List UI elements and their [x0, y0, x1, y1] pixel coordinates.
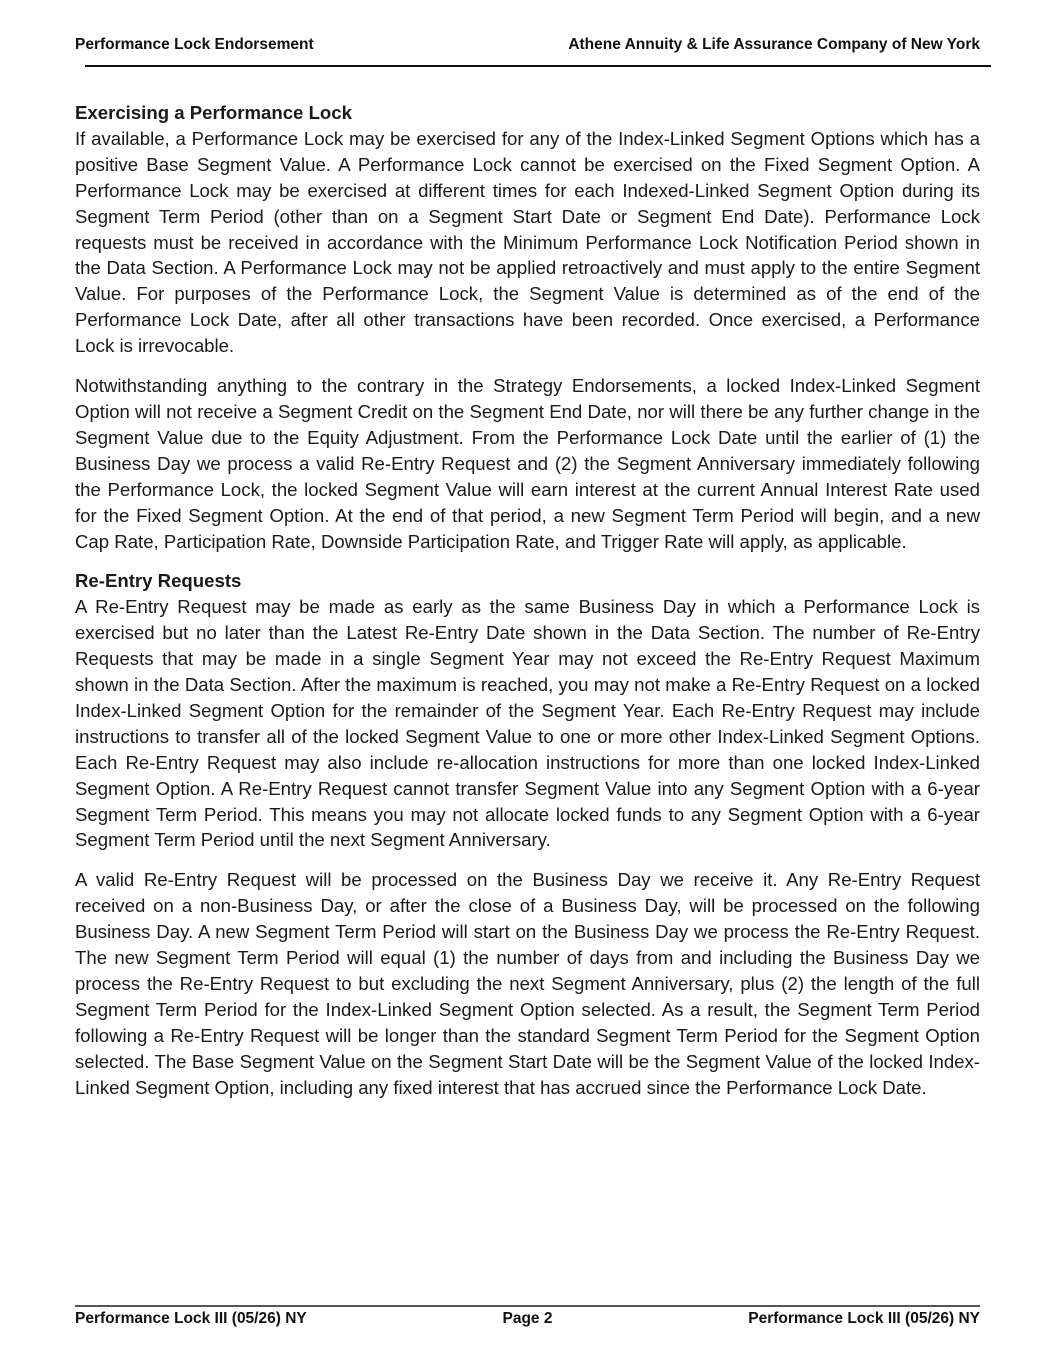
paragraph: A valid Re-Entry Request will be processed on the Business Day we receive it. Any Re-Entry Request received on a non-Business Day, or after the close of a Business Day, will be processed on the following Business Day. A new Segment Term Period will start on the Business Day we process the Re-Entry Request. The new Segment Term Period will equal (1) the number of days from and including the Business Day we process the Re-Entry Request to but excluding the next Segment Anniversary, plus (2) the length of the full Segment Term Period for the Index-Linked Segment Option selected. As a result, the Segment Term Period following a Re-Entry Request will be longer than the standard Segment Term Period for the Segment Option selected. The Base Segment Value on the Segment Start Date will be the Segment Value of the locked Index-Linked Segment Option, including any fixed interest that has accrued since the Performance Lock Date.: [75, 869, 980, 1098]
paragraph: A Re-Entry Request may be made as early as the same Business Day in which a Performance Lock is exercised but no later than the Latest Re-Entry Date shown in the Data Section. The number of Re-Entry Requests that may be made in a single Segment Year may not exceed the Re-Entry Request Maximum shown in the Data Section. After the maximum is reached, you may not make a Re-Entry Request on a locked Index-Linked Segment Option for the remainder of the Segment Year. Each Re-Entry Request may include instructions to transfer all of the locked Segment Value to one or more other Index-Linked Segment Options. Each Re-Entry Request may also include re-allocation instructions for more than one locked Index-Linked Segment Option. A Re-Entry Request cannot transfer Segment Value into any Segment Option with a 6-year Segment Term Period. This means you may not allocate locked funds to any Segment Option with a 6-year Segment Term Period until the next Segment Anniversary.: [75, 596, 980, 851]
paragraph: If available, a Performance Lock may be exercised for any of the Index-Linked Segment Options which has a positive Base Segment Value. A Performance Lock cannot be exercised on the Fixed Segment Option. A Performance Lock may be exercised at different times for each Indexed-Linked Segment Option during its Segment Term Period (other than on a Segment Start Date or Segment End Date). Performance Lock requests must be received in accordance with the Minimum Performance Lock Notification Period shown in the Data Section. A Performance Lock may not be applied retroactively and must apply to the entire Segment Value. For purposes of the Performance Lock, the Segment Value is determined as of the end of the Performance Lock Date, after all other transactions have been recorded. Once exercised, a Performance Lock is irrevocable.: [75, 127, 980, 357]
page-number: Page 2: [502, 1310, 553, 1327]
header-divider: [85, 65, 991, 67]
page-header: [75, 36, 980, 56]
header-document-title: Performance Lock Endorsement: [75, 36, 314, 53]
footer-form-number-left: Performance Lock III (05/26) NY: [75, 1310, 307, 1327]
section-exercising-performance-lock: [75, 100, 980, 554]
document-body: [75, 100, 980, 1115]
paragraph: Notwithstanding anything to the contrary in the Strategy Endorsements, a locked Index-Linked Segment Option will not receive a Segment Credit on the Segment End Date, nor will there be any further change in the Segment Value due to the Equity Adjustment. From the Performance Lock Date until the earlier of (1) the Business Day we process a valid Re-Entry Request and (2) the Segment Anniversary immediately following the Performance Lock, the locked Segment Value will earn interest at the current Annual Interest Rate used for the Fixed Segment Option. At the end of that period, a new Segment Term Period will begin, and a new Cap Rate, Participation Rate, Downside Participation Rate, and Trigger Rate will apply, as applicable.: [75, 375, 980, 552]
footer-form-number-right: Performance Lock III (05/26) NY: [748, 1310, 980, 1327]
footer-divider: [75, 1305, 980, 1307]
section-re-entry-requests: [75, 568, 980, 1100]
page-footer: [75, 1310, 980, 1330]
section-heading: Re-Entry Requests: [75, 570, 242, 592]
header-company-name: Athene Annuity & Life Assurance Company of New York: [568, 36, 980, 53]
section-heading: Exercising a Performance Lock: [75, 102, 352, 123]
